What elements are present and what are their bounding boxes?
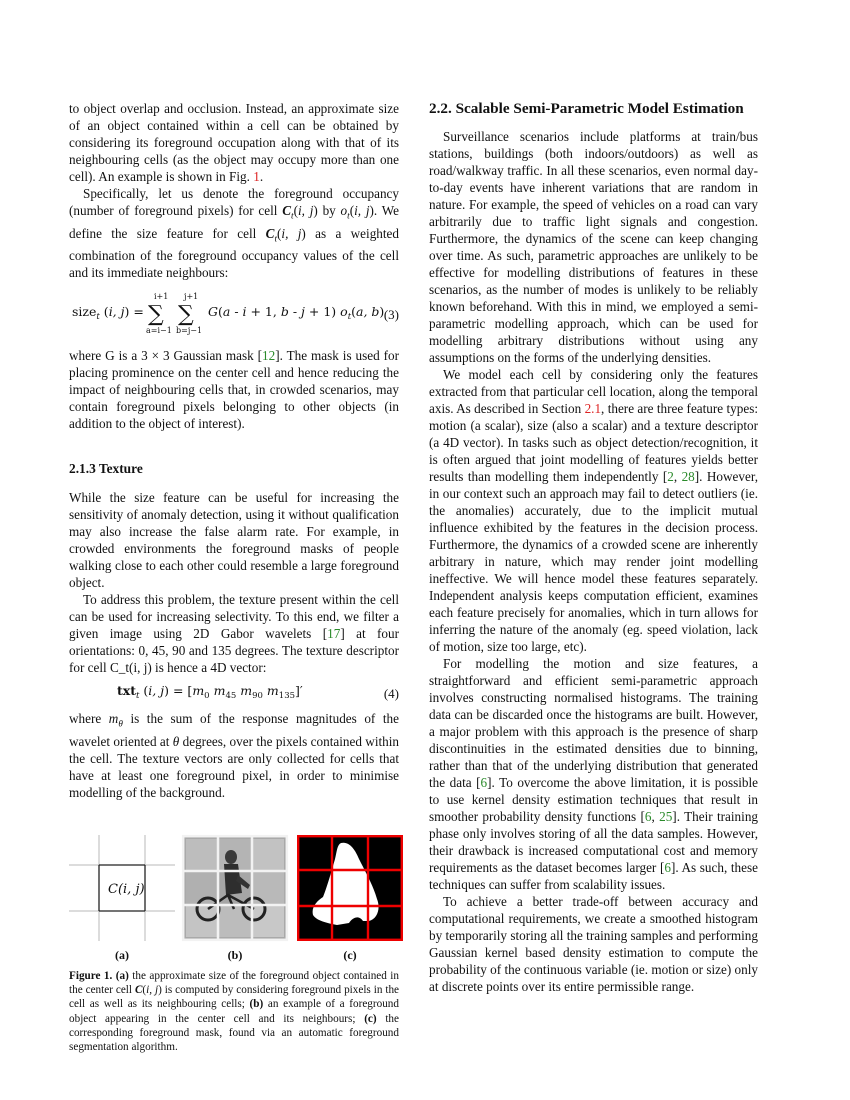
svg-text:a=i−1: a=i−1 <box>146 326 172 336</box>
paragraph: where $m_\theta$ is the sum of the response magnitudes of the wavelet oriented at θ degrees, over the pixels contained within the cell. The texture vectors are only collected for cells that have at least one foreground pixel, in order to minimise modelling of the background. <box>69 711 400 800</box>
cell-label: C(i, j) <box>108 881 145 897</box>
citation-link[interactable]: 25 <box>659 809 673 824</box>
svg-text:j+1: j+1 <box>184 292 199 302</box>
svg-text:sizet (i, j) =: size$_t$ (i, j) = <box>72 304 144 323</box>
equation-number: (3) <box>383 306 399 322</box>
cyclist-photo-panel <box>182 835 288 941</box>
citation-link[interactable]: 17 <box>327 626 341 642</box>
paragraph: While the size feature can be useful for increasing the sensitivity of anomaly detection, using it without qualification may also increase the false alarm rate. For example, in crowded environments the foreground masks of people walking close to each other could resemble a large foreground object. <box>69 490 399 591</box>
equation-number: (4) <box>383 685 399 701</box>
svg-text:i+1: i+1 <box>154 292 169 302</box>
section-link[interactable]: 2.1 <box>584 401 602 416</box>
cell-grid-panel <box>69 835 175 941</box>
size-equation <box>72 289 385 336</box>
svg-text:∑: ∑ <box>178 302 194 328</box>
panel-label-a: (a) <box>115 947 129 962</box>
paragraph: where G is a 3 × 3 Gaussian mask [12]. The mask is used for placing prominence on the center cell and hence reducing the impact of neighbouring cells that, in crowded scenarios, may contain foreground pixels belonging to other objects (in addition to the object of interest). <box>69 348 399 432</box>
left-column <box>69 100 399 1054</box>
paragraph: To achieve a better trade-off between accuracy and computational requirements, we create a smoothed histogram by temporarily storing all the training samples and performing Gaussian kernel based density estimation to compute the probability of the continuous variable (ie. motion or size) only at discrete points over its entire permissible range. <box>429 894 758 994</box>
section-heading: 2.2. Scalable Semi-Parametric Model Estimation <box>429 100 744 117</box>
foreground-mask-panel <box>297 835 403 941</box>
svg-text:b=j−1: b=j−1 <box>176 326 203 336</box>
svg-text:∑: ∑ <box>148 302 164 328</box>
paragraph: to object overlap and occlusion. Instead, an approximate size of an object contained within a cell can be obtained by considering its foreground occupation along with that of its neighbouring cells (as the object may occupy more than one cell). An example is shown in Fig. 1. <box>69 101 399 184</box>
svg-text:G(a - i + 1, b - j + 1) ot(a,: G(a - i + 1, b - j + 1) $o_t(a$, b) <box>208 304 385 323</box>
figure-link[interactable]: 1 <box>253 169 260 184</box>
panel-label-c: (c) <box>343 947 357 962</box>
citation-link[interactable]: 28 <box>681 469 695 484</box>
paragraph: To address this problem, the texture present within the cell can be used for increasing selectivity. To this end, we filter a given image using 2D Gabor wavelets [17] at four orientations: 0, 45, 90 and 135 degrees. The texture descriptor for cell C_t(i, j) is hence a 4D vector: <box>69 592 399 676</box>
citation-link[interactable]: 6 <box>664 860 671 875</box>
citation-link[interactable]: 6 <box>644 809 652 824</box>
subsection-heading: 2.1.3 Texture <box>69 461 143 477</box>
equation-3 <box>69 289 399 339</box>
figure-1 <box>69 835 399 985</box>
figure-caption: Figure 1. (a) the approximate size of the foreground object contained in the center cell C(i, j) is computed by considering foreground pixels in the cell as well as its neighbouring cells; (b) an example of a foreground object appearing in the center cell and its neighbours; (c) the corresponding foreground mask, found via an automatic foreground segmentation algorithm. <box>69 969 400 1053</box>
texture-equation <box>117 680 317 702</box>
paragraph: For modelling the motion and size features, a straightforward and efficient semi-parametric approach involves constructing normalised histograms. The training data can be discarded once the histograms are built. However, a major problem with this approach is the presence of sharp discontinuities in the estimated densities due to binning, rather than that of the underlying distribution that generated the data [6]. To overcome the above limitation, it is possible to use kernel density estimation techniques that result in smoother probability density functions [6, 25]. Their training phase only involves storing of all the data samples. However, their drawback is increased computational cost and memory requirements as the dataset becomes larger [6]. As such, these techniques can suffer from scalability issues. <box>429 656 759 892</box>
svg-text:txtt (i, j) = [m0 m45 m90 m: txt$_t$ (i, $j) = [m_0$ $m_{45}$ $m_{90}$ $m_{135}]'$ <box>117 683 303 702</box>
paragraph: We model each cell by considering only the features extracted from that particular cell location, along the temporal axis. As described in Section 2.1, there are three feature types: motion (a scalar), size (also a scalar) and a texture descriptor (a 4D vector). In tasks such as object detection/recognition, it is often argued that joint modelling of features yields better results than modelling them independently [2, 28]. However, in our context such an approach may fail to detect outliers (ie. the anomalies) accurately, due to the implicit mutual influence exhibited by the features in the decision process. Furthermore, the dynamics of a crowded scene are inherently arbitrary in nature, which may render joint modelling ineffective. We will hence model these features separately. Independent analysis keeps computation efficient, examines each feature precisely for anomalies, which in turn allows for inferring the nature of the anomaly (eg. speed violation, lack of motion, size too large, etc). <box>429 367 758 654</box>
panel-label-b: (b) <box>227 947 243 962</box>
citation-link[interactable]: 12 <box>262 348 276 364</box>
equation-4 <box>69 680 399 706</box>
paragraph: Specifically, let us denote the foreground occupancy (number of foreground pixels) for cell $C_t(i$, j) by $o_t(i$, j). We define the size feature for cell $C_t(i$, j) as a weighted combination of the foreground occupancy values of the cell and its immediate neighbours: <box>69 186 400 281</box>
right-column <box>429 100 758 995</box>
citation-link[interactable]: 6 <box>480 775 488 790</box>
paragraph: Surveillance scenarios include platforms at train/bus stations, buildings (both indoors/outdoors) as well as road/walkway traffic. In all these scenarios, even normal day-to-day events have inherent variations that are random in nature. For example, the speed of vehicles on a road can vary arbitrarily due to traffic light signals and congestion. Furthermore, the dynamics of the scene can keep changing over time. As such, parametric approaches are unlikely to be effective for modelling distributions of features in these scenarios, as the number of modes is unlikely to be reliably known beforehand. With this in mind, we employed a semi-parametric modelling approach, which can be used for modelling arbitrary distributions without using any assumptions on the forms of the underlying densities. <box>429 129 758 365</box>
citation-link[interactable]: 2 <box>667 469 674 484</box>
